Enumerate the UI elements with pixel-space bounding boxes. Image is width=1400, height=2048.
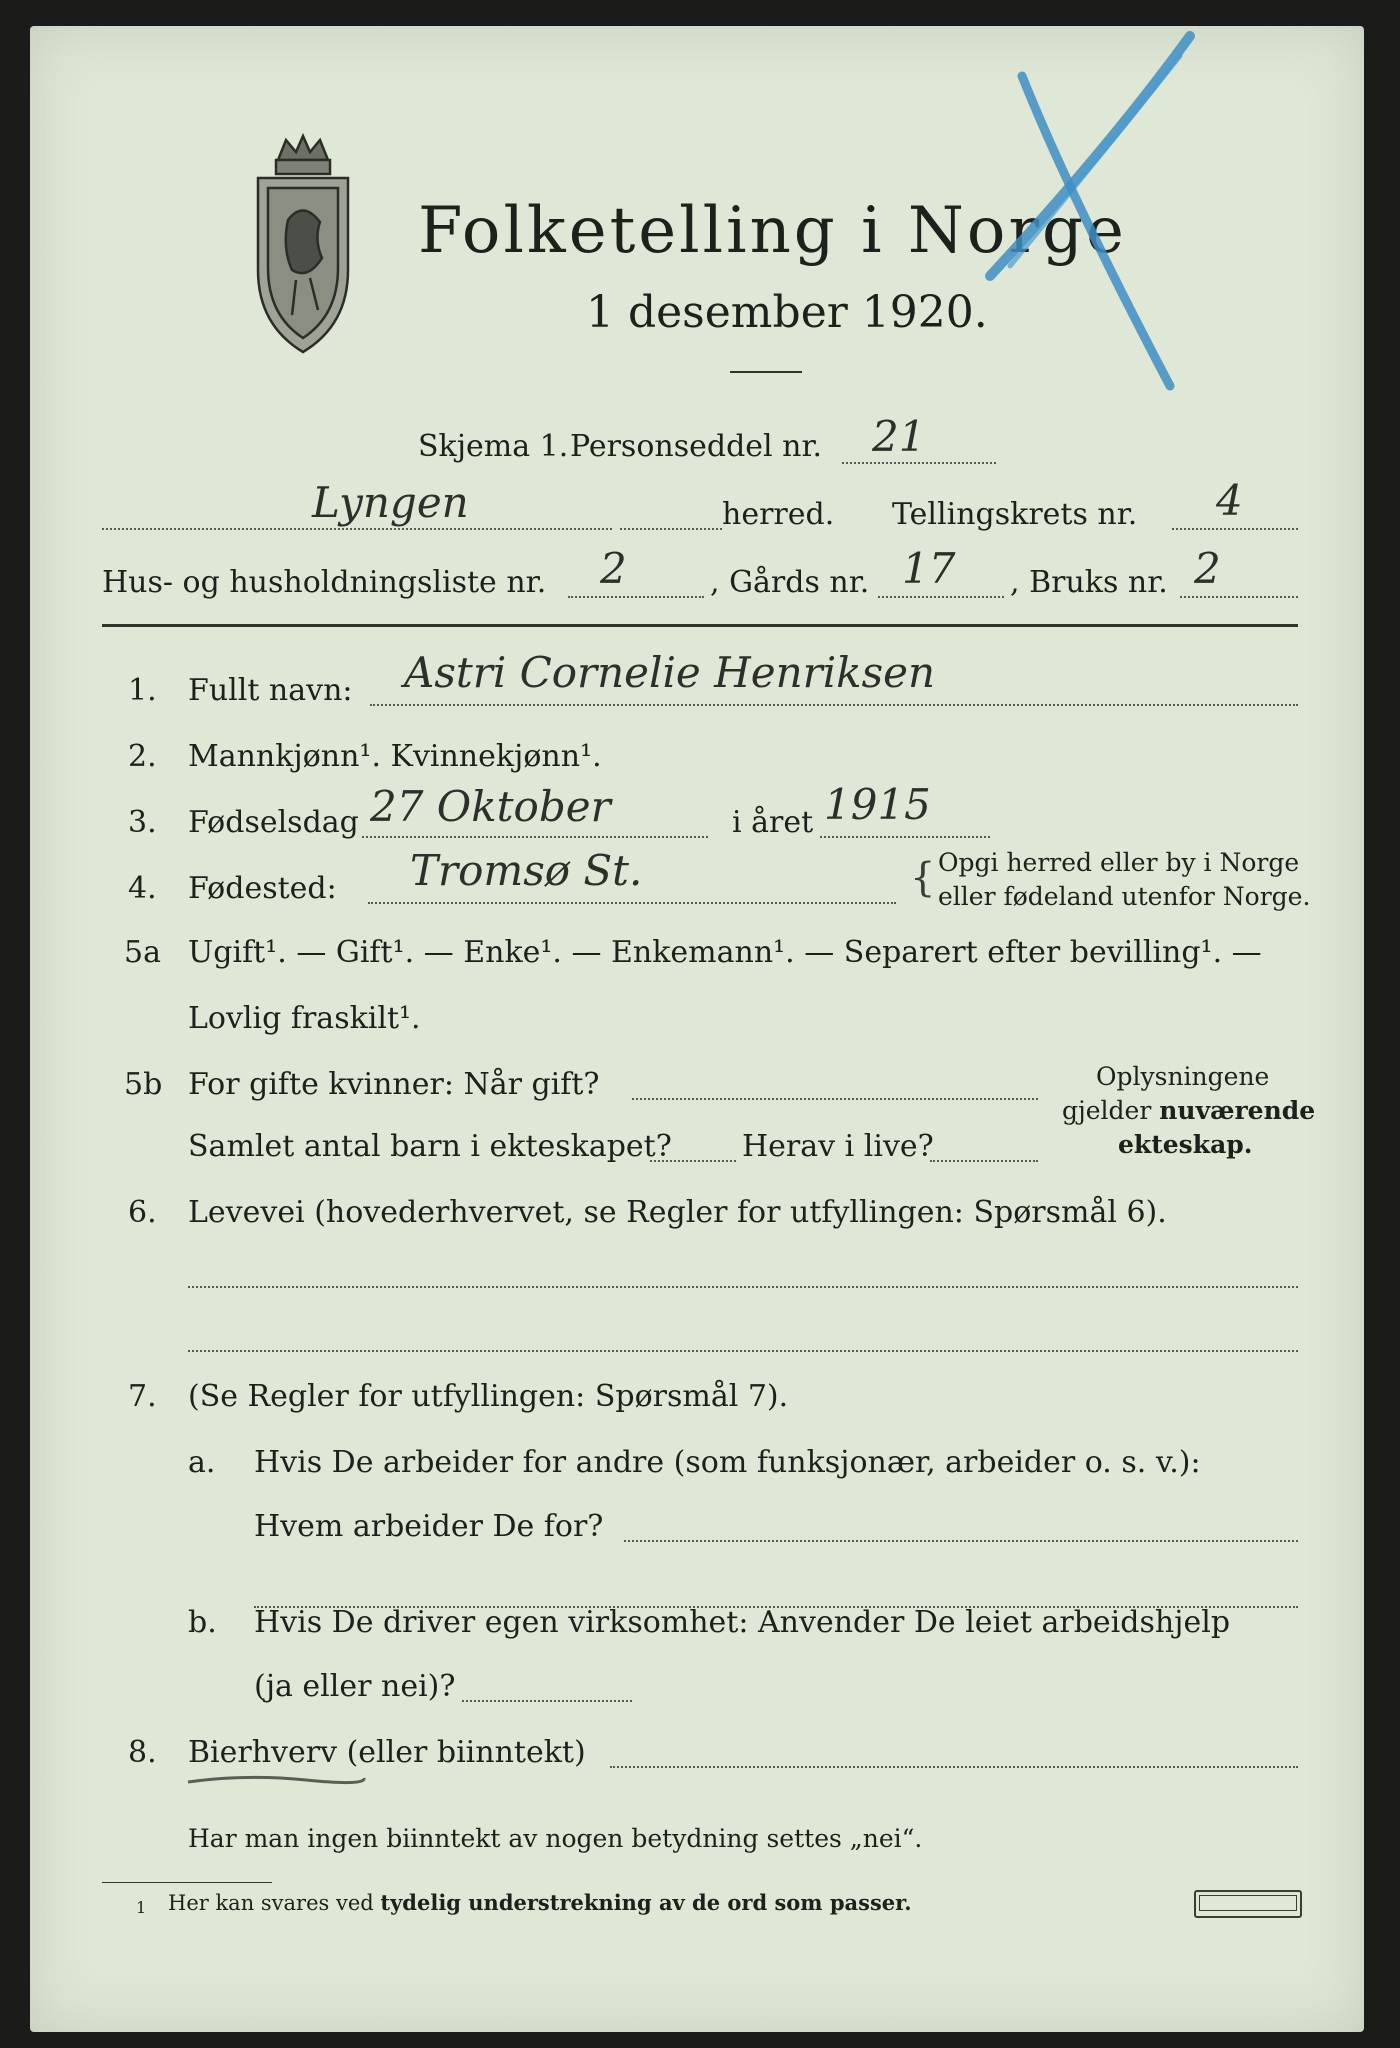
q2-number: 2. [128,739,157,774]
blue-x-mark [950,26,1250,406]
naar-gift-field[interactable] [632,1098,1038,1100]
herred-field[interactable] [102,528,612,530]
q5b-number: 5b [124,1067,163,1102]
census-form [30,26,1364,2032]
q5b-note-line2b: nuværende [1159,1096,1316,1125]
herred-value: Lyngen [312,478,469,527]
leiet-arbeidshjelp-field[interactable] [462,1700,632,1702]
q6-label: Levevei (hovederhvervet, se Regler for utfyllingen: Spørsmål 6). [188,1195,1167,1230]
q4-note-line1: Opgi herred eller by i Norge [938,848,1300,877]
q4-number: 4. [128,871,157,906]
q5b-note-line2a: gjelder [1062,1096,1160,1125]
footnote-rule [102,1882,272,1883]
aaret-value: 1915 [824,780,931,829]
tellingskrets-value: 4 [1216,476,1243,525]
hus-label: Hus- og husholdningsliste nr. [102,565,547,600]
fodselsdag-value: 27 Oktober [370,782,611,831]
hus-field[interactable] [568,596,704,598]
antal-barn-field[interactable] [650,1160,736,1162]
header-rule [102,624,1298,627]
herred-label: herred. [722,497,835,532]
q7b-label-2: (ja eller nei)? [254,1669,456,1704]
footnote-text [168,1888,912,1918]
hus-value: 2 [600,544,627,593]
q5b-label-2: Samlet antal barn i ekteskapet? [188,1129,672,1164]
census-date: 1 desember 1920. [586,287,988,338]
q8-label: Bierhverv (eller biinntekt) [188,1735,586,1770]
bruks-label: , Bruks nr. [1010,565,1168,600]
q5a-number: 5a [124,935,161,970]
fodested-value: Tromsø St. [410,846,643,895]
q4-label: Fødested: [188,871,337,906]
fullt-navn-value: Astri Cornelie Henriksen [404,648,936,697]
q5b-note-line2 [1062,1096,1315,1126]
personseddel-field[interactable] [842,462,996,464]
q7a-label-2: Hvem arbeider De for? [254,1509,604,1544]
fodested-field[interactable] [368,902,896,904]
q8-number: 8. [128,1735,157,1770]
q5a-label-2: Lovlig fraskilt¹. [188,1001,421,1036]
herav-i-live-field[interactable] [930,1160,1038,1162]
coat-of-arms-icon [248,130,358,360]
q3-year-label: i året [732,805,814,840]
gards-label: , Gårds nr. [710,565,870,600]
q1-number: 1. [128,673,157,708]
q1-label: Fullt navn: [188,673,353,708]
skjema-label: Skjema 1. [418,429,569,464]
q5b-label-3: Herav i live? [742,1129,934,1164]
levevei-field-2[interactable] [188,1350,1298,1352]
tellingskrets-label: Tellingskrets nr. [892,497,1138,532]
gards-field[interactable] [878,596,1004,598]
q5b-label: For gifte kvinner: Når gift? [188,1067,600,1102]
hvem-arbeider-field[interactable] [624,1540,1298,1542]
tellingskrets-field[interactable] [1172,528,1298,530]
q7b-letter: b. [188,1605,217,1640]
q5b-note-line3: ekteskap. [1118,1130,1253,1159]
gards-value: 17 [902,544,956,593]
q3-number: 3. [128,805,157,840]
q5a-label: Ugift¹. — Gift¹. — Enke¹. — Enkemann¹. — Separert efter bevilling¹. — [188,935,1262,970]
footnote-text-b: tydelig understrekning av de ord som passer. [380,1890,912,1915]
q4-note-bracket: { [910,855,936,901]
q7b-label: Hvis De driver egen virksomhet: Anvender De leiet arbeidshjelp [254,1605,1231,1640]
q3-label: Fødselsdag [188,805,359,840]
fodselsdag-field[interactable] [362,836,708,838]
q6-number: 6. [128,1195,157,1230]
q7-label: (Se Regler for utfyllingen: Spørsmål 7). [188,1379,789,1414]
aaret-field[interactable] [820,836,990,838]
nei-note: Har man ingen biinntekt av nogen betydning settes „nei“. [188,1824,923,1853]
q4-note-line2: eller fødeland utenfor Norge. [938,882,1311,911]
bruks-field[interactable] [1180,596,1298,598]
bruks-value: 2 [1194,544,1221,593]
q5b-note-line1: Oplysningene [1096,1062,1270,1091]
herred-field-2[interactable] [620,528,722,530]
form-title: Folketelling i Norge [418,194,1127,268]
q7-number: 7. [128,1379,157,1414]
q7a-label: Hvis De arbeider for andre (som funksjonær, arbeider o. s. v.): [254,1445,1201,1480]
title-divider [730,371,802,373]
personseddel-value: 21 [872,412,926,461]
levevei-field-1[interactable] [188,1286,1298,1288]
footnote-text-a: Her kan svares ved [168,1891,381,1915]
personseddel-label: Personseddel nr. [570,429,823,464]
bierhverv-field[interactable] [610,1766,1298,1768]
printer-stamp [1194,1890,1302,1918]
footnote-number: 1 [136,1898,147,1917]
q2-label: Mannkjønn¹. Kvinnekjønn¹. [188,739,602,774]
pencil-underline-mark [186,1772,366,1788]
fullt-navn-field[interactable] [370,704,1298,706]
q7a-letter: a. [188,1445,216,1480]
